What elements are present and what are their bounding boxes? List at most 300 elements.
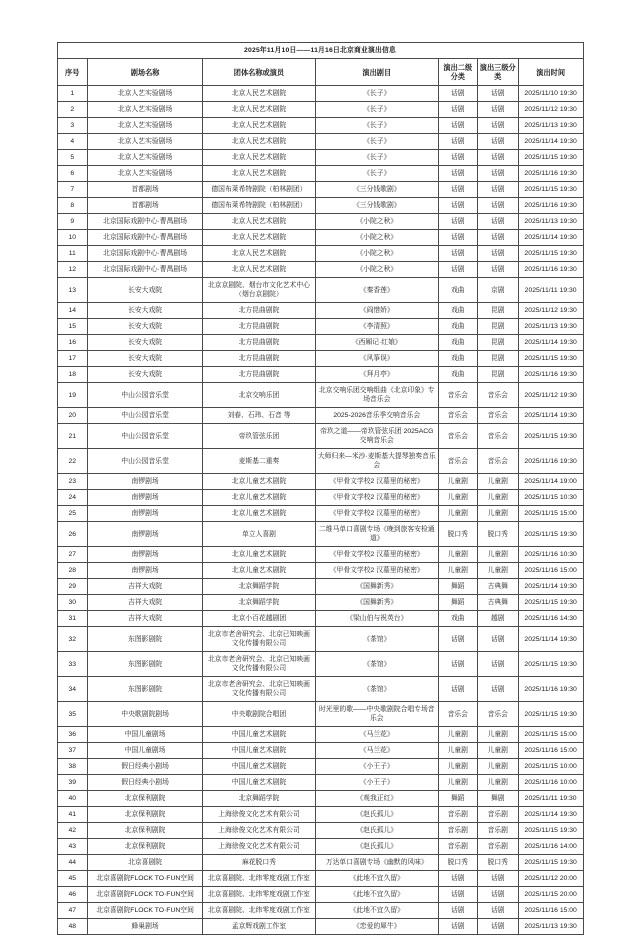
cell-show: 《拜月亭》 [315, 367, 438, 383]
column-header-cat3: 演出三级分类 [477, 59, 518, 86]
cell-theater: 北京国际戏剧中心·曹禺剧场 [88, 262, 203, 278]
cell-group: 北方昆曲剧院 [203, 367, 316, 383]
cell-time: 2025/11/16 10:00 [518, 775, 583, 791]
cell-theater: 长安大戏院 [88, 303, 203, 319]
cell-time: 2025/11/16 15:00 [518, 903, 583, 919]
column-header-index: 序号 [57, 59, 88, 86]
cell-cat2: 话剧 [438, 102, 477, 118]
table-row [57, 150, 583, 166]
cell-cat3: 话剧 [477, 198, 518, 214]
cell-cat2: 音乐剧 [438, 807, 477, 823]
cell-cat3: 儿童剧 [477, 775, 518, 791]
cell-cat3: 话剧 [477, 86, 518, 102]
cell-time: 2025/11/16 19:30 [518, 166, 583, 182]
cell-time: 2025/11/12 19:30 [518, 383, 583, 408]
cell-cat3: 音乐会 [477, 408, 518, 424]
cell-cat2: 戏曲 [438, 335, 477, 351]
cell-theater: 北京保利剧院 [88, 839, 203, 855]
cell-group: 中央歌剧院合唱团 [203, 702, 316, 727]
cell-show: 《此地不宜久留》 [315, 887, 438, 903]
cell-show: 《茶馆》 [315, 677, 438, 702]
table-row [57, 246, 583, 262]
cell-time: 2025/11/15 19:30 [518, 652, 583, 677]
cell-time: 2025/11/12 20:00 [518, 871, 583, 887]
cell-group: 北京人民艺术剧院 [203, 118, 316, 134]
cell-group: 北京人民艺术剧院 [203, 166, 316, 182]
document-page [0, 42, 640, 948]
cell-index: 11 [57, 246, 88, 262]
cell-theater: 北京人艺实验剧场 [88, 150, 203, 166]
table-row [57, 743, 583, 759]
cell-show: 《马兰花》 [315, 743, 438, 759]
cell-cat3: 话剧 [477, 150, 518, 166]
cell-show: 《长子》 [315, 150, 438, 166]
cell-theater: 中山公园音乐堂 [88, 383, 203, 408]
cell-cat2: 话剧 [438, 182, 477, 198]
cell-cat2: 戏曲 [438, 303, 477, 319]
cell-cat2: 话剧 [438, 166, 477, 182]
cell-cat3: 昆剧 [477, 335, 518, 351]
cell-group: 北京儿童艺术剧院 [203, 547, 316, 563]
cell-show: 大师归来—米沙·麦斯基大提琴独奏音乐会 [315, 449, 438, 474]
cell-cat2: 话剧 [438, 919, 477, 935]
cell-group: 上海徐俊文化艺术有限公司 [203, 807, 316, 823]
cell-cat3: 昆剧 [477, 351, 518, 367]
cell-cat2: 儿童剧 [438, 743, 477, 759]
cell-theater: 蜂巢剧场 [88, 919, 203, 935]
cell-group: 北京喜剧院、北纬零度戏剧工作室 [203, 887, 316, 903]
cell-cat2: 儿童剧 [438, 547, 477, 563]
cell-group: 上海徐俊文化艺术有限公司 [203, 839, 316, 855]
cell-index: 44 [57, 855, 88, 871]
page-title: 2025年11月10日——11月16日北京商业演出信息 [57, 43, 583, 59]
cell-group: 北京人民艺术剧院 [203, 214, 316, 230]
cell-time: 2025/11/14 19:30 [518, 627, 583, 652]
cell-cat3: 脱口秀 [477, 855, 518, 871]
cell-cat2: 儿童剧 [438, 474, 477, 490]
table-row [57, 791, 583, 807]
cell-show: 《阎惜娇》 [315, 303, 438, 319]
table-row [57, 611, 583, 627]
cell-time: 2025/11/15 19:30 [518, 150, 583, 166]
cell-cat3: 儿童剧 [477, 743, 518, 759]
cell-cat2: 儿童剧 [438, 563, 477, 579]
cell-show: 《长子》 [315, 102, 438, 118]
cell-cat3: 话剧 [477, 214, 518, 230]
cell-cat2: 话剧 [438, 230, 477, 246]
cell-theater: 长安大戏院 [88, 319, 203, 335]
cell-cat2: 话剧 [438, 871, 477, 887]
cell-time: 2025/11/16 14:00 [518, 839, 583, 855]
cell-index: 3 [57, 118, 88, 134]
cell-time: 2025/11/16 14:30 [518, 611, 583, 627]
cell-group: 麦斯基二重奏 [203, 449, 316, 474]
cell-theater: 中山公园音乐堂 [88, 424, 203, 449]
cell-group: 北京舞蹈学院 [203, 579, 316, 595]
table-row [57, 262, 583, 278]
cell-index: 23 [57, 474, 88, 490]
cell-show: 《赵氏孤儿》 [315, 839, 438, 855]
table-row [57, 383, 583, 408]
cell-theater: 长安大戏院 [88, 278, 203, 303]
cell-group: 北京儿童艺术剧院 [203, 474, 316, 490]
cell-index: 21 [57, 424, 88, 449]
cell-cat3: 话剧 [477, 262, 518, 278]
cell-time: 2025/11/14 19:00 [518, 474, 583, 490]
cell-time: 2025/11/11 19:30 [518, 791, 583, 807]
table-row [57, 319, 583, 335]
table-row [57, 474, 583, 490]
cell-index: 32 [57, 627, 88, 652]
cell-time: 2025/11/16 19:30 [518, 677, 583, 702]
cell-show: 《此地不宜久留》 [315, 871, 438, 887]
cell-time: 2025/11/15 15:00 [518, 727, 583, 743]
column-header-theater: 剧场名称 [88, 59, 203, 86]
cell-show: 2025-2026音乐季交响音乐会 [315, 408, 438, 424]
cell-show: 《国舞新秀》 [315, 579, 438, 595]
cell-show: 帝玖之道——帝玖管弦乐团 2025ACG 交响音乐会 [315, 424, 438, 449]
cell-index: 40 [57, 791, 88, 807]
cell-show: 《甲骨文学校2 汉墓里的秘密》 [315, 474, 438, 490]
table-row [57, 490, 583, 506]
cell-time: 2025/11/15 10:00 [518, 759, 583, 775]
table-row [57, 595, 583, 611]
cell-group: 德国布莱希特剧院（柏林剧团） [203, 182, 316, 198]
cell-cat3: 儿童剧 [477, 563, 518, 579]
cell-time: 2025/11/16 15:00 [518, 563, 583, 579]
cell-cat2: 戏曲 [438, 367, 477, 383]
cell-time: 2025/11/12 19:30 [518, 303, 583, 319]
table-row [57, 887, 583, 903]
cell-time: 2025/11/15 19:30 [518, 823, 583, 839]
table-row [57, 198, 583, 214]
table-row [57, 823, 583, 839]
cell-time: 2025/11/16 15:00 [518, 743, 583, 759]
cell-cat2: 音乐剧 [438, 839, 477, 855]
cell-time: 2025/11/15 19:30 [518, 424, 583, 449]
cell-index: 36 [57, 727, 88, 743]
cell-show: 《西厢记·红娘》 [315, 335, 438, 351]
cell-cat2: 话剧 [438, 134, 477, 150]
table-row [57, 579, 583, 595]
cell-theater: 南锣剧场 [88, 522, 203, 547]
table-row [57, 424, 583, 449]
table-row [57, 86, 583, 102]
table-row [57, 547, 583, 563]
cell-theater: 北京保利剧院 [88, 791, 203, 807]
cell-theater: 北京国际戏剧中心·曹禺剧场 [88, 214, 203, 230]
cell-index: 22 [57, 449, 88, 474]
cell-theater: 中央歌剧院剧场 [88, 702, 203, 727]
cell-cat3: 话剧 [477, 887, 518, 903]
cell-cat3: 昆剧 [477, 303, 518, 319]
table-row [57, 871, 583, 887]
cell-show: 《小王子》 [315, 775, 438, 791]
cell-index: 39 [57, 775, 88, 791]
cell-show: 《李清照》 [315, 319, 438, 335]
cell-time: 2025/11/13 19:30 [518, 118, 583, 134]
cell-time: 2025/11/16 10:30 [518, 547, 583, 563]
cell-group: 北京儿童艺术剧院 [203, 506, 316, 522]
cell-show: 《长子》 [315, 86, 438, 102]
table-row [57, 677, 583, 702]
cell-cat2: 音乐会 [438, 424, 477, 449]
cell-index: 38 [57, 759, 88, 775]
cell-cat2: 儿童剧 [438, 506, 477, 522]
cell-group: 中国儿童艺术剧院 [203, 743, 316, 759]
cell-show: 《恋爱的犀牛》 [315, 919, 438, 935]
cell-group: 德国布莱希特剧院（柏林剧团） [203, 198, 316, 214]
cell-theater: 东图影剧院 [88, 627, 203, 652]
cell-time: 2025/11/10 19:30 [518, 86, 583, 102]
cell-time: 2025/11/16 19:30 [518, 262, 583, 278]
cell-cat2: 话剧 [438, 677, 477, 702]
table-row [57, 563, 583, 579]
cell-cat3: 话剧 [477, 652, 518, 677]
cell-cat2: 音乐会 [438, 408, 477, 424]
cell-theater: 南锣剧场 [88, 547, 203, 563]
table-row [57, 522, 583, 547]
cell-cat3: 音乐剧 [477, 839, 518, 855]
cell-group: 北方昆曲剧院 [203, 351, 316, 367]
cell-theater: 北京人艺实验剧场 [88, 166, 203, 182]
cell-theater: 北京喜剧院FLOCK TO·FUN空间 [88, 871, 203, 887]
cell-group: 北京儿童艺术剧院 [203, 490, 316, 506]
cell-index: 5 [57, 150, 88, 166]
cell-theater: 吉祥大戏院 [88, 579, 203, 595]
cell-cat3: 话剧 [477, 134, 518, 150]
cell-theater: 北京保利剧院 [88, 823, 203, 839]
cell-cat3: 音乐会 [477, 424, 518, 449]
table-row [57, 408, 583, 424]
cell-time: 2025/11/12 19:30 [518, 102, 583, 118]
cell-group: 刘春、石玮、石音 等 [203, 408, 316, 424]
cell-show: 《赵氏孤儿》 [315, 823, 438, 839]
cell-theater: 北京人艺实验剧场 [88, 134, 203, 150]
cell-show: 《风筝误》 [315, 351, 438, 367]
cell-cat3: 儿童剧 [477, 547, 518, 563]
cell-cat3: 音乐剧 [477, 807, 518, 823]
cell-time: 2025/11/15 20:00 [518, 887, 583, 903]
table-body [57, 86, 583, 935]
cell-theater: 北京喜剧院FLOCK TO·FUN空间 [88, 903, 203, 919]
cell-group: 中国儿童艺术剧院 [203, 759, 316, 775]
cell-index: 42 [57, 823, 88, 839]
cell-theater: 北京人艺实验剧场 [88, 86, 203, 102]
cell-index: 35 [57, 702, 88, 727]
cell-theater: 长安大戏院 [88, 351, 203, 367]
cell-cat3: 儿童剧 [477, 490, 518, 506]
table-row [57, 807, 583, 823]
cell-group: 单立人喜剧 [203, 522, 316, 547]
cell-time: 2025/11/13 19:30 [518, 214, 583, 230]
cell-theater: 北京国际戏剧中心·曹禺剧场 [88, 230, 203, 246]
cell-cat3: 昆剧 [477, 367, 518, 383]
table-row [57, 367, 583, 383]
cell-cat2: 话剧 [438, 887, 477, 903]
cell-cat3: 话剧 [477, 919, 518, 935]
cell-index: 43 [57, 839, 88, 855]
cell-show: 《甲骨文学校2 汉墓里的秘密》 [315, 547, 438, 563]
cell-theater: 北京人艺实验剧场 [88, 118, 203, 134]
cell-index: 12 [57, 262, 88, 278]
title-row [57, 43, 583, 59]
cell-group: 帝玖管弦乐团 [203, 424, 316, 449]
cell-show: 《观我正红》 [315, 791, 438, 807]
cell-show: 《甲骨文学校2 汉墓里的秘密》 [315, 563, 438, 579]
table-row [57, 335, 583, 351]
column-header-group: 团体名称或演员 [203, 59, 316, 86]
cell-index: 20 [57, 408, 88, 424]
table-row [57, 727, 583, 743]
cell-group: 孟京辉戏剧工作室 [203, 919, 316, 935]
cell-time: 2025/11/15 19:30 [518, 351, 583, 367]
table-row [57, 839, 583, 855]
cell-show: 《赵氏孤儿》 [315, 807, 438, 823]
cell-cat2: 音乐剧 [438, 823, 477, 839]
table-row [57, 166, 583, 182]
cell-group: 北京市老舍研究会、北京已知映画文化传播有限公司 [203, 652, 316, 677]
cell-theater: 南锣剧场 [88, 474, 203, 490]
cell-group: 北京人民艺术剧院 [203, 262, 316, 278]
cell-group: 北京京剧院、烟台市文化艺术中心（烟台京剧院） [203, 278, 316, 303]
cell-cat2: 戏曲 [438, 351, 477, 367]
cell-theater: 南锣剧场 [88, 490, 203, 506]
cell-index: 37 [57, 743, 88, 759]
table-row [57, 506, 583, 522]
cell-index: 48 [57, 919, 88, 935]
cell-theater: 东图影剧院 [88, 677, 203, 702]
cell-group: 北方昆曲剧院 [203, 303, 316, 319]
cell-index: 33 [57, 652, 88, 677]
cell-time: 2025/11/11 19:30 [518, 278, 583, 303]
cell-cat3: 古典舞 [477, 579, 518, 595]
cell-cat2: 话剧 [438, 150, 477, 166]
cell-index: 16 [57, 335, 88, 351]
cell-theater: 中国儿童剧场 [88, 743, 203, 759]
cell-group: 北京市老舍研究会、北京已知映画文化传播有限公司 [203, 627, 316, 652]
cell-cat2: 话剧 [438, 198, 477, 214]
cell-group: 中国儿童艺术剧院 [203, 775, 316, 791]
cell-cat2: 脱口秀 [438, 522, 477, 547]
cell-index: 1 [57, 86, 88, 102]
cell-group: 北京人民艺术剧院 [203, 86, 316, 102]
cell-cat3: 音乐会 [477, 383, 518, 408]
cell-theater: 假日经典小剧场 [88, 759, 203, 775]
cell-index: 25 [57, 506, 88, 522]
cell-group: 上海徐俊文化艺术有限公司 [203, 823, 316, 839]
cell-cat3: 话剧 [477, 230, 518, 246]
table-row [57, 278, 583, 303]
cell-theater: 首都剧场 [88, 198, 203, 214]
cell-cat2: 戏曲 [438, 278, 477, 303]
cell-cat3: 儿童剧 [477, 727, 518, 743]
cell-cat3: 话剧 [477, 166, 518, 182]
cell-group: 北京人民艺术剧院 [203, 102, 316, 118]
cell-index: 19 [57, 383, 88, 408]
cell-index: 10 [57, 230, 88, 246]
cell-cat3: 昆剧 [477, 319, 518, 335]
table-row [57, 182, 583, 198]
cell-show: 《小院之秋》 [315, 262, 438, 278]
cell-cat3: 话剧 [477, 627, 518, 652]
cell-index: 18 [57, 367, 88, 383]
cell-theater: 中山公园音乐堂 [88, 449, 203, 474]
cell-cat3: 儿童剧 [477, 474, 518, 490]
table-row [57, 759, 583, 775]
cell-time: 2025/11/15 15:00 [518, 506, 583, 522]
cell-index: 31 [57, 611, 88, 627]
cell-show: 时光里的歌——中央歌剧院合唱专场音乐会 [315, 702, 438, 727]
cell-cat3: 话剧 [477, 903, 518, 919]
cell-cat2: 话剧 [438, 86, 477, 102]
cell-cat3: 儿童剧 [477, 506, 518, 522]
column-header-cat2: 演出二级分类 [438, 59, 477, 86]
cell-cat2: 话剧 [438, 903, 477, 919]
cell-index: 6 [57, 166, 88, 182]
cell-time: 2025/11/14 19:30 [518, 335, 583, 351]
cell-time: 2025/11/13 19:30 [518, 919, 583, 935]
table-row [57, 919, 583, 935]
cell-cat3: 话剧 [477, 118, 518, 134]
table-row [57, 855, 583, 871]
table-row [57, 702, 583, 727]
cell-cat3: 话剧 [477, 871, 518, 887]
cell-show: 二维马单口喜剧专场《晚到旅客安检通道》 [315, 522, 438, 547]
cell-index: 2 [57, 102, 88, 118]
cell-cat3: 古典舞 [477, 595, 518, 611]
cell-show: 《马兰花》 [315, 727, 438, 743]
cell-index: 45 [57, 871, 88, 887]
cell-show: 《长子》 [315, 118, 438, 134]
cell-time: 2025/11/14 19:30 [518, 579, 583, 595]
cell-index: 4 [57, 134, 88, 150]
cell-theater: 中国儿童剧场 [88, 727, 203, 743]
cell-time: 2025/11/15 19:30 [518, 855, 583, 871]
cell-index: 47 [57, 903, 88, 919]
cell-cat2: 儿童剧 [438, 759, 477, 775]
cell-cat2: 音乐会 [438, 449, 477, 474]
cell-cat2: 话剧 [438, 262, 477, 278]
cell-index: 27 [57, 547, 88, 563]
cell-cat2: 儿童剧 [438, 490, 477, 506]
cell-cat2: 音乐会 [438, 383, 477, 408]
cell-time: 2025/11/14 19:30 [518, 134, 583, 150]
table-row [57, 652, 583, 677]
table-row [57, 449, 583, 474]
column-header-show: 演出剧目 [315, 59, 438, 86]
cell-cat2: 戏曲 [438, 611, 477, 627]
cell-group: 北京交响乐团 [203, 383, 316, 408]
cell-index: 34 [57, 677, 88, 702]
cell-show: 《梁山伯与祝英台》 [315, 611, 438, 627]
cell-cat3: 话剧 [477, 677, 518, 702]
table-row [57, 214, 583, 230]
cell-show: 《三分钱歌剧》 [315, 182, 438, 198]
cell-index: 28 [57, 563, 88, 579]
cell-index: 15 [57, 319, 88, 335]
table-row [57, 303, 583, 319]
cell-group: 北京人民艺术剧院 [203, 230, 316, 246]
cell-cat2: 音乐会 [438, 702, 477, 727]
table-row [57, 775, 583, 791]
cell-cat3: 音乐会 [477, 449, 518, 474]
cell-time: 2025/11/15 10:30 [518, 490, 583, 506]
cell-theater: 北京喜剧院FLOCK TO·FUN空间 [88, 887, 203, 903]
cell-show: 《小王子》 [315, 759, 438, 775]
cell-cat2: 儿童剧 [438, 727, 477, 743]
cell-time: 2025/11/15 19:30 [518, 522, 583, 547]
